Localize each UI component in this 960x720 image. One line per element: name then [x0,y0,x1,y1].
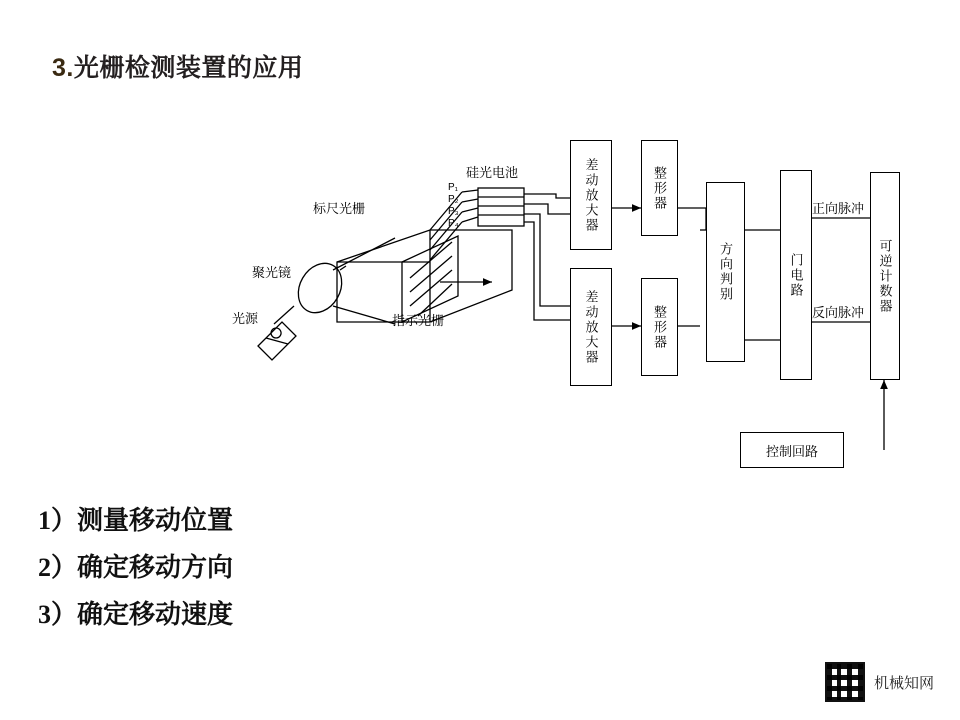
bullet-list [38,497,233,638]
block-diff-amp-1-label: 差动放大器 [583,157,599,233]
label-silicon-cell: 硅光电池 [466,165,519,180]
label-light-source: 光源 [232,311,259,326]
photocell-channel-p1: P₁ [448,182,459,193]
photocell-channel-p2: P₂ [448,194,459,205]
photocell-channel-p3: P₃ [448,206,459,217]
block-diff-amp-2-label: 差动放大器 [583,289,599,365]
block-shaper-1 [641,140,678,236]
grating-detection-diagram [0,110,960,490]
silicon-photocell-stack [478,188,524,226]
scale-grating-block [337,230,512,322]
block-shaper-2-label: 整形器 [652,304,667,350]
block-control-loop-label: 控制回路 [765,443,818,459]
title-text: 光栅检测装置的应用 [73,54,304,82]
block-direction-discriminator-label: 方向判别 [718,242,733,302]
label-indicator-grating: 指示光栅 [392,313,445,328]
block-diff-amp-1 [570,140,612,250]
bullet-item-3: 3）确定移动速度 [38,600,234,629]
label-reverse-pulse: 反向脉冲 [812,305,865,320]
block-shaper-1-label: 整形器 [652,165,667,211]
footer-watermark [825,662,934,702]
block-reversible-counter [870,172,900,380]
block-reversible-counter-label: 可逆计数器 [877,238,893,314]
photocell-channel-p4: P₄ [448,218,459,229]
qr-code-icon [825,662,865,702]
block-control-loop [740,432,844,468]
label-forward-pulse: 正向脉冲 [812,201,865,216]
block-diff-amp-2 [570,268,612,386]
footer-account-name: 机械知网 [873,674,934,692]
label-scale-grating: 标尺光栅 [313,201,366,216]
light-source-lamp [258,322,296,360]
block-gate-circuit-label: 门电路 [788,252,804,298]
title-number: 3. [52,54,74,82]
block-shaper-2 [641,278,678,376]
block-gate-circuit [780,170,812,380]
block-direction-discriminator [706,182,745,362]
label-condenser-lens: 聚光镜 [252,265,292,280]
bullet-item-1: 1）测量移动位置 [38,506,234,535]
bullet-item-2: 2）确定移动方向 [38,553,234,582]
page-title [52,48,303,84]
